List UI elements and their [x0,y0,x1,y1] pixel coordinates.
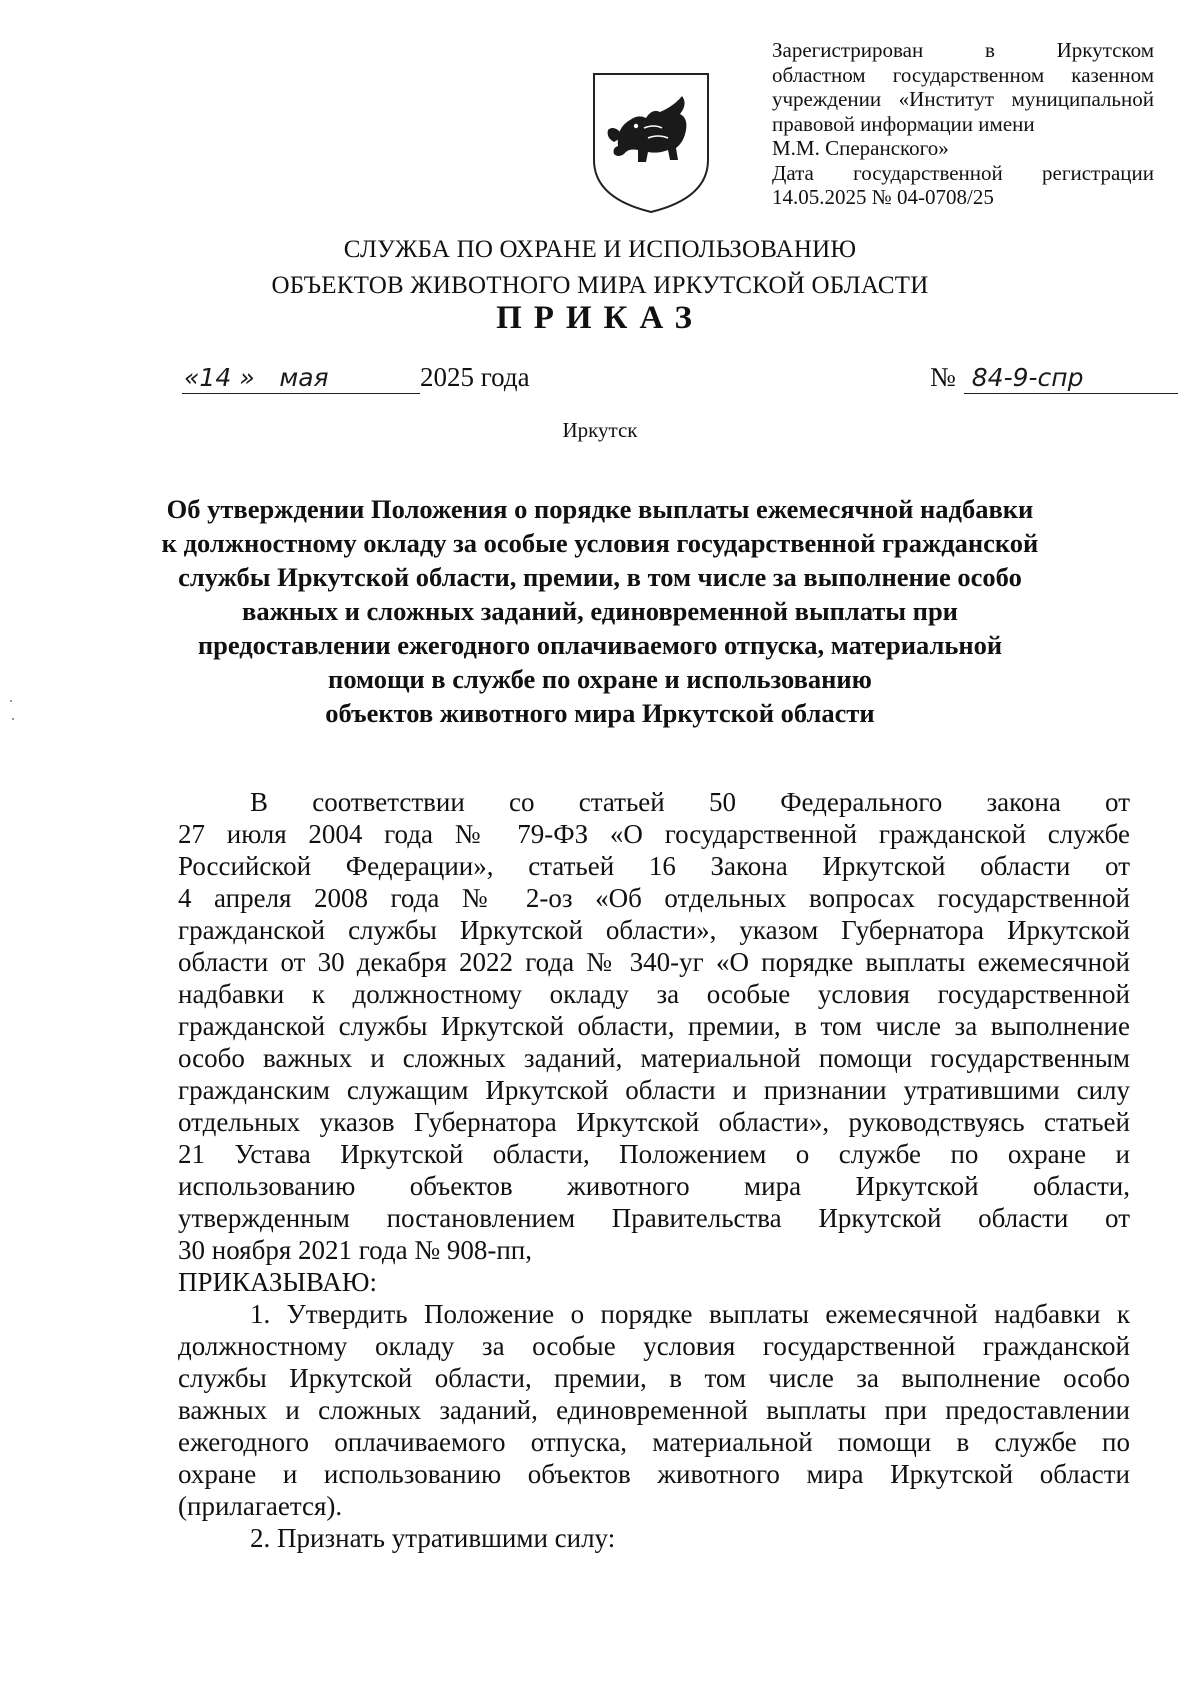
heading-line: предоставлении ежегодного оплачиваемого отпуска, материальной [197,630,1003,660]
registration-line: областном государственном казенном [772,62,1154,87]
order-number [930,362,1178,394]
order-body [178,786,1130,1554]
order-word: ПРИКАЗЫВАЮ: [178,1267,377,1297]
preamble-line: надбавки к должностному окладу за особые условия государственной [178,979,1130,1009]
irkutsk-coat-of-arms-icon [588,68,714,216]
preamble-line: области от 30 декабря 2022 года № 340-уг «О порядке выплаты ежемесячной [178,947,1130,977]
item1-line: (прилагается). [178,1491,343,1521]
number-handwritten-field [964,362,1178,394]
registration-line: Дата государственной регистрации [772,160,1154,185]
agency-name-line-2: ОБЪЕКТОВ ЖИВОТНОГО МИРА ИРКУТСКОЙ ОБЛАСТИ [271,272,929,299]
registration-line: Зарегистрирован в Иркутском [772,38,1154,62]
heading-line: Об утверждении Положения о порядке выплаты ежемесячной надбавки [166,494,1034,524]
preamble-line: Российской Федерации», статьей 16 Закона Иркутской области от [178,851,1130,881]
preamble-line: отдельных указов Губернатора Иркутской области», руководствуясь статьей [178,1107,1130,1137]
registration-line: правовой информации имени [772,111,1035,136]
item2-line: 2. Признать утратившими силу: [250,1523,616,1553]
order-heading [160,492,1040,730]
number-prefix: № [930,362,956,392]
date-handwritten-field [182,362,420,394]
order-title: ПРИКАЗ [496,300,704,336]
order-date [182,362,530,394]
preamble-line: 30 ноября 2021 года № 908-пп, [178,1235,533,1265]
heading-line: объектов животного мира Иркутской области [325,698,875,728]
item1-line: 1. Утвердить Положение о порядке выплаты ежемесячной надбавки к [250,1299,1130,1329]
item1-line: ежегодного оплачиваемого отпуска, материальной помощи в службе по [178,1427,1130,1457]
preamble-line: 21 Устава Иркутской области, Положением о службе по охране и [178,1139,1130,1169]
date-month-handwritten: мая [279,363,329,392]
heading-line: помощи в службе по охране и использованию [328,664,872,694]
preamble-line: гражданской службы Иркутской области, премии, в том числе за выполнение [178,1011,1130,1041]
registration-line: учреждении «Институт муниципальной [772,87,1154,111]
item1-line: важных и сложных заданий, единовременной выплаты при предоставлении [178,1395,1130,1425]
registration-line: 14.05.2025 № 04-0708/25 [772,185,994,209]
registration-stamp [772,38,1154,210]
preamble-line: утвержденным постановлением Правительства Иркутской области от [178,1203,1130,1233]
preamble-line: особо важных и сложных заданий, материальной помощи государственным [178,1043,1130,1073]
item1-line: охране и использованию объектов животного мира Иркутской области [178,1459,1130,1489]
city: Иркутск [562,418,638,442]
preamble-line: 4 апреля 2008 года № 2-оз «Об отдельных вопросах государственной [178,883,1130,913]
agency-name-line-1: СЛУЖБА ПО ОХРАНЕ И ИСПОЛЬЗОВАНИЮ [343,236,857,263]
preamble-line: 27 июля 2004 года № 79-ФЗ «О государственной гражданской службе [178,819,1130,849]
date-year: 2025 года [420,362,530,392]
preamble-line: использованию объектов животного мира Иркутской области, [178,1171,1130,1201]
heading-line: к должностному окладу за особые условия государственной гражданской [161,528,1039,558]
preamble-line: гражданской службы Иркутской области», указом Губернатора Иркутской [178,915,1130,945]
heading-line: службы Иркутской области, премии, в том числе за выполнение особо [178,562,1022,592]
registration-line: М.М. Сперанского» [772,136,949,160]
item1-line: службы Иркутской области, премии, в том числе за выполнение особо [178,1363,1130,1393]
date-day-handwritten: «14 » [184,363,255,392]
scan-artifact [12,718,14,720]
item1-line: должностному окладу за особые условия государственной гражданской [178,1331,1130,1361]
heading-line: важных и сложных заданий, единовременной выплаты при [242,596,958,626]
scan-artifact [10,700,12,702]
preamble-line: В соответствии со статьей 50 Федерального закона от [250,787,1130,817]
preamble-line: гражданским служащим Иркутской области и признании утратившими силу [178,1075,1130,1105]
number-handwritten: 84-9-спр [971,363,1084,392]
